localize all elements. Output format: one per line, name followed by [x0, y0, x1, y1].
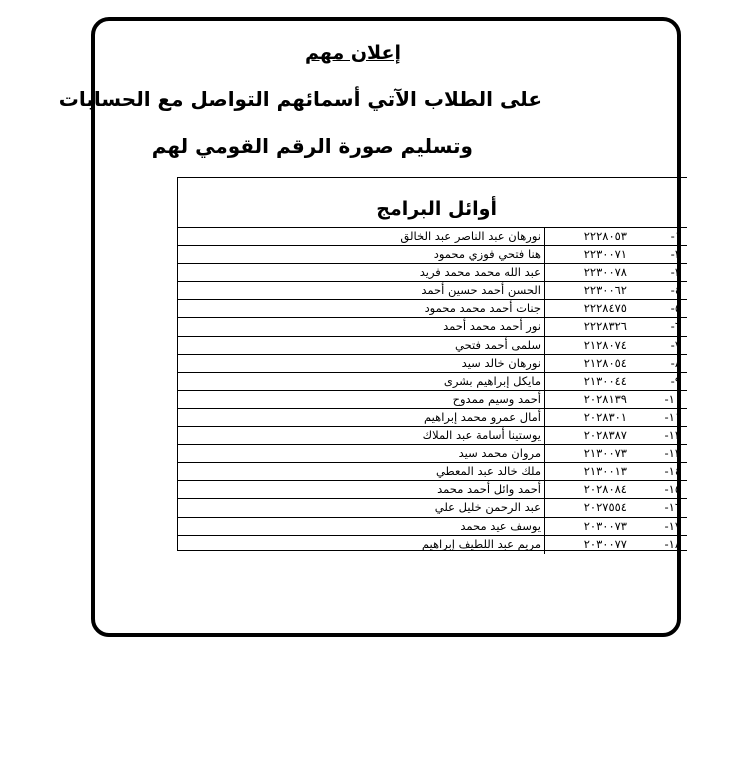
- student-name: عبد الرحمن خليل علي: [178, 499, 545, 516]
- row-number: ١-: [670, 229, 681, 243]
- student-name: نورهان خالد سيد: [178, 355, 545, 372]
- table-row: [178, 481, 687, 499]
- announcement-title: إعلان مهم: [305, 42, 401, 64]
- table-row: [178, 355, 687, 373]
- row-number: ١٣-: [664, 446, 681, 461]
- student-name: يوستينا أسامة عبد الملاك: [178, 427, 545, 444]
- row-number: ٦-: [670, 319, 681, 334]
- student-code: ٢٠٣٠٠٧٣: [583, 518, 627, 533]
- table-row: [178, 228, 687, 246]
- row-number: ٥-: [670, 301, 681, 316]
- row-number: ١١-: [664, 409, 681, 424]
- table-header: [178, 178, 687, 228]
- student-name: سلمى أحمد فتحي: [178, 337, 545, 354]
- student-code: ٢١٣٠٠١٣: [583, 464, 627, 479]
- row-number: ٩-: [670, 373, 681, 388]
- student-code: ٢١٣٠٠٤٤: [583, 373, 627, 388]
- student-name: نور أحمد محمد أحمد: [178, 318, 545, 335]
- row-number: ١٨-: [664, 536, 681, 551]
- student-name: عبد الله محمد محمد فريد: [178, 264, 545, 281]
- table-row: [178, 337, 687, 355]
- row-number: ١٥-: [664, 482, 681, 497]
- table-row: [178, 518, 687, 536]
- announcement-line-2: وتسليم صورة الرقم القومي لهم: [151, 134, 473, 158]
- table-row: [178, 445, 687, 463]
- student-name: أمال عمرو محمد إبراهيم: [178, 409, 545, 426]
- student-code: ٢٢٢٨٠٥٣: [583, 229, 627, 243]
- student-code: ٢٢٣٠٠٧٨: [583, 265, 627, 280]
- students-table: [177, 177, 687, 551]
- row-number: ١٤-: [664, 464, 681, 479]
- table-row: [178, 373, 687, 391]
- student-name: جنات أحمد محمد محمود: [178, 300, 545, 317]
- student-name: أحمد وائل أحمد محمد: [178, 481, 545, 498]
- student-code: ٢١٣٠٠٧٣: [583, 446, 627, 461]
- row-number: ٧-: [670, 337, 681, 352]
- table-row: [178, 499, 687, 517]
- student-code: ٢١٢٨٠٥٤: [583, 355, 627, 370]
- table-row: [178, 282, 687, 300]
- table-row: [178, 246, 687, 264]
- student-name: هنا فتحي فوزي محمود: [178, 246, 545, 263]
- student-name: مروان محمد سيد: [178, 445, 545, 462]
- student-code: ٢٠٢٧٥٥٤: [583, 500, 627, 515]
- student-name: مايكل إبراهيم بشرى: [178, 373, 545, 390]
- student-code: ٢٢٢٨٣٢٦: [583, 319, 627, 334]
- student-code: ٢٢٢٨٤٧٥: [583, 301, 627, 316]
- table-row: [178, 300, 687, 318]
- student-name: نورهان عبد الناصر عبد الخالق: [178, 228, 545, 245]
- table-row: [178, 409, 687, 427]
- row-number: ١٠-: [664, 391, 681, 406]
- student-name: مريم عبد اللطيف إبراهيم: [178, 536, 545, 554]
- table-row: [178, 427, 687, 445]
- table-row: [178, 536, 687, 554]
- student-code: ٢٠٢٨٠٨٤: [583, 482, 627, 497]
- student-code: ٢٠٢٨٣٨٧: [583, 428, 627, 443]
- table-row: [178, 463, 687, 481]
- student-name: يوسف عيد محمد: [178, 518, 545, 535]
- table-body: [178, 228, 687, 554]
- student-code: ٢٠٣٠٠٧٧: [583, 536, 627, 551]
- table-row: [178, 318, 687, 336]
- row-number: ٤-: [670, 283, 681, 298]
- row-number: ١٢-: [664, 428, 681, 443]
- student-name: أحمد وسيم ممدوح: [178, 391, 545, 408]
- row-number: ٢-: [670, 247, 681, 262]
- row-number: ١٦-: [664, 500, 681, 515]
- student-code: ٢٢٣٠٠٦٢: [583, 283, 627, 298]
- announcement-line-1: على الطلاب الآتي أسمائهم التواصل مع الحسابات: [58, 87, 542, 111]
- student-code: ٢١٢٨٠٧٤: [583, 337, 627, 352]
- table-row: [178, 391, 687, 409]
- student-code: ٢٠٢٨٣٠١: [583, 409, 627, 424]
- row-number: ١٧-: [664, 518, 681, 533]
- table-row: [178, 264, 687, 282]
- row-number: ٨-: [670, 355, 681, 370]
- student-name: الحسن أحمد حسين أحمد: [178, 282, 545, 299]
- student-code: ٢٢٣٠٠٧١: [583, 247, 627, 262]
- table-title: أوائل البرامج: [376, 198, 497, 220]
- student-code: ٢٠٢٨١٣٩: [583, 391, 627, 406]
- row-number: ٣-: [670, 265, 681, 280]
- student-name: ملك خالد عبد المعطي: [178, 463, 545, 480]
